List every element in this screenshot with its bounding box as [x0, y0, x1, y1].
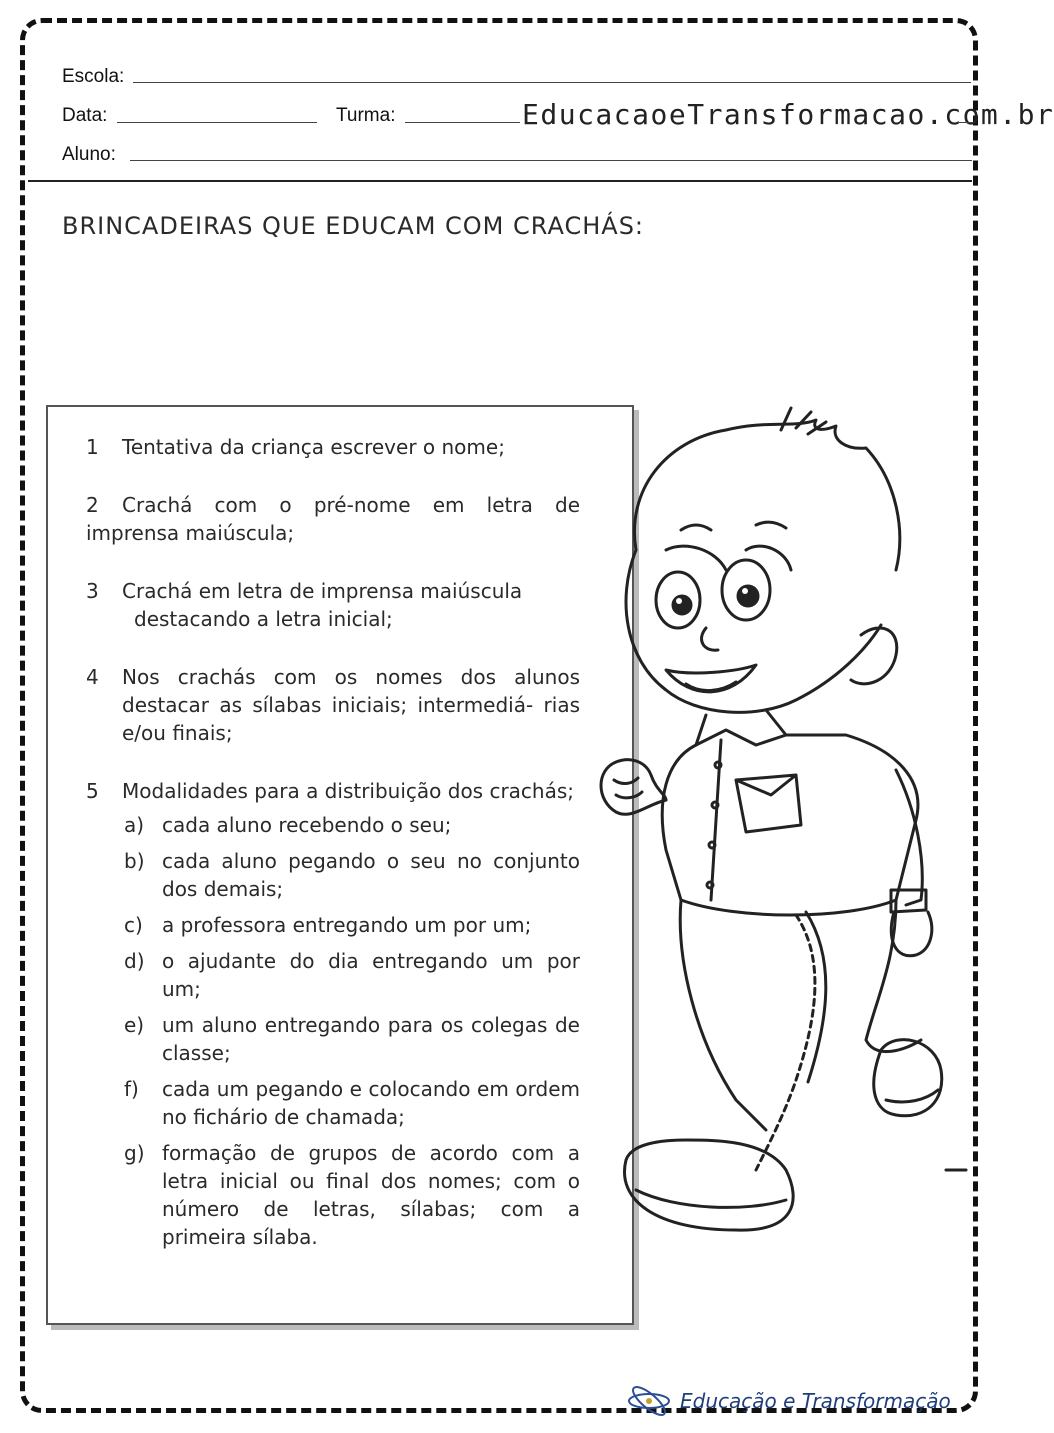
list-item — [86, 663, 580, 747]
sub-letter: f) — [124, 1077, 139, 1101]
item-text: Crachá em letra de imprensa maiúscula — [122, 579, 523, 603]
sub-item — [86, 847, 580, 903]
item-number: 4 — [86, 665, 99, 689]
sub-item — [86, 811, 580, 839]
site-url: EducacaoeTransformacao.com.br — [522, 98, 1054, 131]
sub-item — [86, 1011, 580, 1067]
item-number: 5 — [86, 779, 99, 803]
sub-item — [86, 1075, 580, 1131]
turma-field-end — [958, 122, 972, 123]
sub-item — [86, 947, 580, 1003]
content-list — [86, 433, 580, 1259]
sub-letter: e) — [124, 1013, 145, 1037]
turma-field[interactable] — [405, 122, 520, 123]
sub-letter: a) — [124, 813, 145, 837]
footer-brand: Educação e Transformação — [680, 1389, 951, 1413]
sub-text: a professora entregando um por um; — [162, 913, 532, 937]
data-field[interactable] — [117, 122, 317, 123]
escola-label: Escola: — [62, 66, 125, 87]
item-number: 1 — [86, 435, 99, 459]
item-text: Nos crachás com os nomes dos alunos destacar as sílabas iniciais; intermediá- rias e/ou finais; — [122, 665, 580, 745]
worksheet-title: BRINCADEIRAS QUE EDUCAM COM CRACHÁS: — [62, 212, 645, 240]
aluno-label: Aluno: — [62, 144, 116, 165]
footer-logo — [626, 1386, 951, 1416]
sub-text: cada aluno recebendo o seu; — [162, 813, 452, 837]
atom-icon — [626, 1386, 672, 1416]
sub-text: o ajudante do dia entregando um por um; — [162, 949, 580, 1001]
aluno-field[interactable] — [130, 160, 972, 161]
data-label: Data: — [62, 105, 108, 126]
sub-letter: d) — [124, 949, 145, 973]
sub-letter: c) — [124, 913, 143, 937]
sub-text: cada um pegando e colocando em ordem no fichário de chamada; — [162, 1077, 580, 1129]
item-number: 3 — [86, 579, 99, 603]
turma-label: Turma: — [336, 105, 396, 126]
sub-list — [86, 811, 580, 1251]
item-text: Tentativa da criança escrever o nome; — [122, 435, 505, 459]
sub-item — [86, 1139, 580, 1251]
escola-field[interactable] — [133, 82, 971, 83]
item-text: Crachá com o pré-nome em letra de imprensa maiúscula; — [86, 493, 580, 545]
sub-item — [86, 911, 580, 939]
sub-text: cada aluno pegando o seu no conjunto dos demais; — [162, 849, 580, 901]
list-item — [86, 491, 580, 547]
list-item — [86, 433, 580, 461]
item-text: Modalidades para a distribuição dos crachás; — [122, 779, 575, 803]
sub-text: um aluno entregando para os colegas de classe; — [162, 1013, 580, 1065]
item-number: 2 — [86, 493, 99, 517]
list-item — [86, 777, 580, 805]
sub-text: formação de grupos de acordo com a letra inicial ou final dos nomes; com o número de letras, sílabas; com a primeira sílaba. — [162, 1141, 580, 1249]
sub-letter: g) — [124, 1141, 145, 1165]
item-text: destacando a letra inicial; — [134, 607, 393, 631]
header-divider — [28, 180, 972, 182]
sub-letter: b) — [124, 849, 145, 873]
list-item — [86, 577, 580, 633]
boy-illustration — [596, 400, 976, 1280]
